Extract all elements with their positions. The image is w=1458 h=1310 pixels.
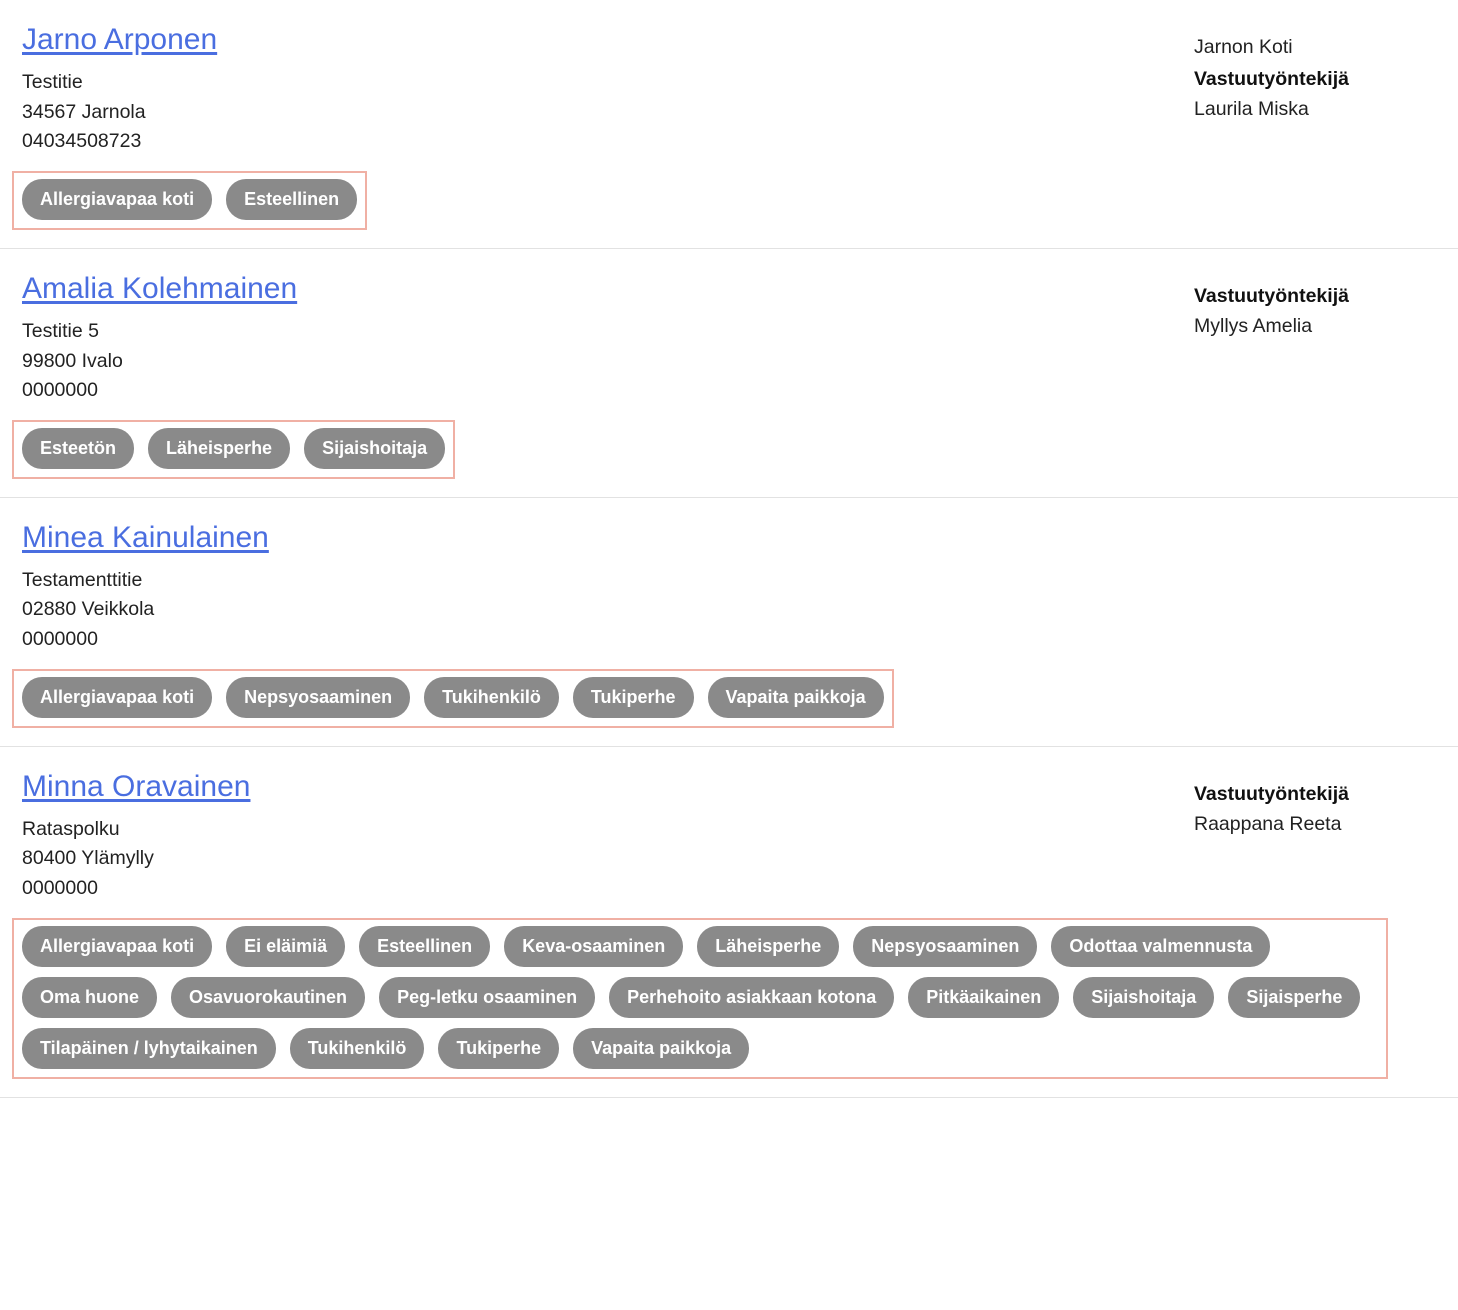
client-worker-info — [1194, 769, 1444, 839]
client-worker-info — [1194, 22, 1444, 125]
client-tag[interactable]: Keva-osaaminen — [504, 926, 683, 967]
responsible-worker-name: Myllys Amelia — [1194, 315, 1313, 338]
client-tag[interactable]: Läheisperhe — [148, 428, 290, 469]
client-tag[interactable]: Tukihenkilö — [290, 1028, 425, 1069]
client-tag[interactable]: Pitkäaikainen — [908, 977, 1059, 1018]
client-card — [0, 0, 1458, 249]
client-tag[interactable]: Sijaishoitaja — [304, 428, 445, 469]
client-tag[interactable]: Peg-letku osaaminen — [379, 977, 595, 1018]
client-tag[interactable]: Esteellinen — [226, 179, 357, 220]
client-phone: 0000000 — [22, 876, 98, 899]
client-tag[interactable]: Allergiavapaa koti — [22, 926, 212, 967]
client-tag[interactable]: Läheisperhe — [697, 926, 839, 967]
client-tag[interactable]: Vapaita paikkoja — [708, 677, 884, 718]
client-tag[interactable]: Tukiperhe — [573, 677, 694, 718]
client-tag[interactable]: Allergiavapaa koti — [22, 677, 212, 718]
client-tag-group — [12, 420, 455, 479]
client-card — [0, 498, 1458, 747]
client-tag[interactable]: Osavuorokautinen — [171, 977, 365, 1018]
client-name-link[interactable]: Jarno Arponen — [22, 23, 218, 56]
client-name-link[interactable]: Amalia Kolehmainen — [22, 271, 298, 305]
client-card — [0, 747, 1458, 1098]
client-tag[interactable]: Vapaita paikkoja — [573, 1028, 749, 1069]
client-tag[interactable]: Tukihenkilö — [424, 677, 559, 718]
client-details — [22, 520, 1194, 655]
client-phone: 0000000 — [22, 379, 98, 402]
client-tag-group — [12, 918, 1388, 1079]
client-postal-city: 80400 Ylämylly — [22, 847, 154, 870]
client-street: Testamenttitie — [22, 568, 143, 591]
client-street: Rataspolku — [22, 817, 120, 840]
responsible-worker-name: Raappana Reeta — [1194, 812, 1342, 835]
client-tag[interactable]: Esteellinen — [359, 926, 490, 967]
client-tag[interactable]: Tilapäinen / lyhytaikainen — [22, 1028, 276, 1069]
client-tag-group — [12, 669, 894, 728]
client-postal-city: 99800 Ivalo — [22, 349, 123, 372]
client-tag[interactable]: Perhehoito asiakkaan kotona — [609, 977, 894, 1018]
client-tag[interactable]: Odottaa valmennusta — [1051, 926, 1270, 967]
client-postal-city: 34567 Jarnola — [22, 100, 146, 123]
client-tag[interactable]: Tukiperhe — [438, 1028, 559, 1069]
responsible-worker-name: Laurila Miska — [1194, 98, 1309, 121]
client-tag[interactable]: Nepsyosaaminen — [853, 926, 1037, 967]
client-tag[interactable]: Ei eläimiä — [226, 926, 345, 967]
client-street: Testitie — [22, 71, 83, 93]
client-name-link[interactable]: Minea Kainulainen — [22, 520, 269, 554]
client-tag[interactable]: Allergiavapaa koti — [22, 179, 212, 220]
responsible-worker-label: Vastuutyöntekijä — [1194, 284, 1349, 307]
client-card — [0, 249, 1458, 498]
client-phone: 04034508723 — [22, 130, 142, 153]
client-postal-city: 02880 Veikkola — [22, 598, 155, 621]
client-tag[interactable]: Sijaishoitaja — [1073, 977, 1214, 1018]
responsible-worker-label: Vastuutyöntekijä — [1194, 782, 1349, 805]
responsible-worker-label: Vastuutyöntekijä — [1194, 68, 1349, 91]
client-street: Testitie 5 — [22, 319, 99, 342]
client-worker-info — [1194, 520, 1444, 530]
client-name-link[interactable]: Minna Oravainen — [22, 769, 251, 803]
client-details — [22, 271, 1194, 406]
client-tag[interactable]: Nepsyosaaminen — [226, 677, 410, 718]
client-tag[interactable]: Sijaisperhe — [1228, 977, 1360, 1018]
client-tag[interactable]: Oma huone — [22, 977, 157, 1018]
client-phone: 0000000 — [22, 628, 98, 650]
client-worker-info — [1194, 271, 1444, 341]
client-tag-group — [12, 171, 367, 230]
client-details — [22, 769, 1194, 904]
client-details — [22, 22, 1194, 157]
client-tag[interactable]: Esteetön — [22, 428, 134, 469]
client-home-name: Jarnon Koti — [1194, 36, 1293, 58]
